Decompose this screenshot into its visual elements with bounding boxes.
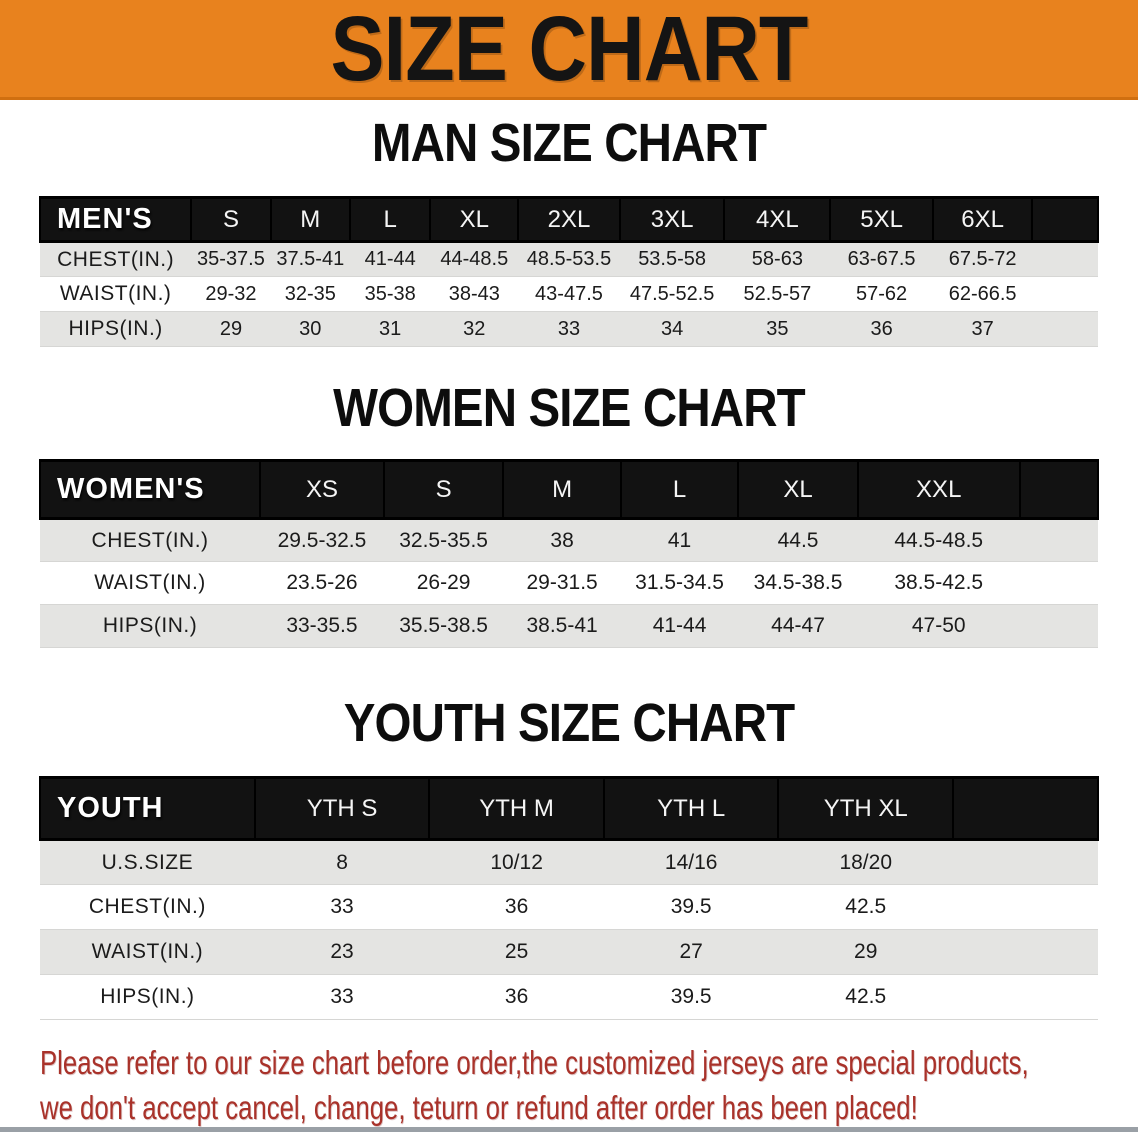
row-label: WAIST(IN.)	[40, 562, 260, 605]
spacer-cell	[1020, 461, 1098, 519]
column-header: M	[503, 461, 620, 519]
youth-size-table	[39, 776, 1099, 1020]
table-cell: 32.5-35.5	[384, 519, 504, 562]
bottom-edge-strip	[0, 1127, 1138, 1132]
table-title: WOMEN'S	[40, 461, 260, 519]
spacer-cell	[1032, 242, 1098, 277]
table-cell: 41	[621, 519, 738, 562]
youth-size-chart-heading: YOUTH SIZE CHART	[343, 693, 795, 753]
table-cell: 31	[350, 312, 430, 347]
table-cell: 47-50	[858, 605, 1020, 648]
table-cell: 26-29	[384, 562, 504, 605]
table-cell: 29-32	[191, 277, 270, 312]
table-cell: 32-35	[271, 277, 350, 312]
spacer-cell	[953, 975, 1098, 1020]
section-heading-women	[0, 378, 1138, 438]
table-cell: 36	[429, 885, 604, 930]
column-header: 3XL	[620, 198, 725, 242]
table-cell: 30	[271, 312, 350, 347]
column-header: 5XL	[830, 198, 933, 242]
column-header: M	[271, 198, 350, 242]
column-header: XL	[738, 461, 858, 519]
column-header: 4XL	[724, 198, 830, 242]
table-row	[40, 519, 1098, 562]
man-size-chart-heading: MAN SIZE CHART	[371, 113, 767, 173]
table-cell: 14/16	[604, 840, 779, 885]
table-cell: 48.5-53.5	[518, 242, 620, 277]
table-title: MEN'S	[40, 198, 191, 242]
spacer-cell	[1020, 519, 1098, 562]
table-cell: 44-48.5	[430, 242, 518, 277]
table-cell: 29-31.5	[503, 562, 620, 605]
table-row	[40, 930, 1098, 975]
table-cell: 37.5-41	[271, 242, 350, 277]
column-header: YTH M	[429, 778, 604, 840]
table-cell: 38-43	[430, 277, 518, 312]
spacer-cell	[953, 930, 1098, 975]
table-row	[40, 277, 1098, 312]
row-label: U.S.SIZE	[40, 840, 255, 885]
table-cell: 67.5-72	[933, 242, 1032, 277]
row-label: HIPS(IN.)	[40, 312, 191, 347]
table-row	[40, 885, 1098, 930]
column-header: YTH L	[604, 778, 779, 840]
table-cell: 36	[830, 312, 933, 347]
mens-size-table	[39, 196, 1099, 347]
table-cell: 33	[518, 312, 620, 347]
table-cell: 10/12	[429, 840, 604, 885]
table-cell: 33	[255, 885, 430, 930]
table-cell: 39.5	[604, 885, 779, 930]
table-cell: 35-38	[350, 277, 430, 312]
disclaimer	[40, 1040, 1138, 1130]
table-cell: 37	[933, 312, 1032, 347]
table-cell: 33	[255, 975, 430, 1020]
table-row	[40, 312, 1098, 347]
disclaimer-line-1: Please refer to our size chart before order,the customized jerseys are special products,	[40, 1044, 1029, 1081]
spacer-cell	[1032, 198, 1098, 242]
table-cell: 63-67.5	[830, 242, 933, 277]
womens-size-table	[39, 459, 1099, 648]
spacer-cell	[953, 840, 1098, 885]
column-header: L	[350, 198, 430, 242]
spacer-cell	[1020, 562, 1098, 605]
table-cell: 34	[620, 312, 725, 347]
table-cell: 42.5	[778, 885, 953, 930]
table-header-row	[40, 461, 1098, 519]
spacer-cell	[1032, 312, 1098, 347]
table-cell: 32	[430, 312, 518, 347]
table-cell: 29	[778, 930, 953, 975]
column-header: 6XL	[933, 198, 1032, 242]
row-label: WAIST(IN.)	[40, 277, 191, 312]
spacer-cell	[953, 885, 1098, 930]
table-cell: 25	[429, 930, 604, 975]
column-header: YTH XL	[778, 778, 953, 840]
table-cell: 38	[503, 519, 620, 562]
row-label: CHEST(IN.)	[40, 242, 191, 277]
disclaimer-line-2: we don't accept cancel, change, teturn or refund after order has been placed!	[40, 1089, 918, 1126]
table-cell: 44.5	[738, 519, 858, 562]
table-cell: 47.5-52.5	[620, 277, 725, 312]
spacer-cell	[1032, 277, 1098, 312]
page-title: SIZE CHART	[330, 0, 808, 100]
banner	[0, 0, 1138, 100]
column-header: XL	[430, 198, 518, 242]
table-cell: 35	[724, 312, 830, 347]
column-header: YTH S	[255, 778, 430, 840]
table-row	[40, 840, 1098, 885]
spacer-cell	[1020, 605, 1098, 648]
women-size-chart-heading: WOMEN SIZE CHART	[333, 378, 805, 438]
table-row	[40, 242, 1098, 277]
table-cell: 53.5-58	[620, 242, 725, 277]
table-row	[40, 605, 1098, 648]
row-label: CHEST(IN.)	[40, 885, 255, 930]
table-cell: 18/20	[778, 840, 953, 885]
table-cell: 27	[604, 930, 779, 975]
table-cell: 52.5-57	[724, 277, 830, 312]
table-cell: 35-37.5	[191, 242, 270, 277]
table-cell: 29	[191, 312, 270, 347]
table-cell: 23	[255, 930, 430, 975]
table-cell: 33-35.5	[260, 605, 384, 648]
table-cell: 42.5	[778, 975, 953, 1020]
column-header: S	[191, 198, 270, 242]
column-header: XXL	[858, 461, 1020, 519]
column-header: 2XL	[518, 198, 620, 242]
section-heading-man	[0, 114, 1138, 174]
column-header: L	[621, 461, 738, 519]
table-cell: 8	[255, 840, 430, 885]
table-cell: 57-62	[830, 277, 933, 312]
table-cell: 36	[429, 975, 604, 1020]
spacer-cell	[953, 778, 1098, 840]
table-header-row	[40, 778, 1098, 840]
column-header: XS	[260, 461, 384, 519]
table-cell: 39.5	[604, 975, 779, 1020]
column-header: S	[384, 461, 504, 519]
table-cell: 29.5-32.5	[260, 519, 384, 562]
table-cell: 58-63	[724, 242, 830, 277]
table-cell: 44-47	[738, 605, 858, 648]
table-cell: 34.5-38.5	[738, 562, 858, 605]
table-cell: 38.5-41	[503, 605, 620, 648]
table-cell: 43-47.5	[518, 277, 620, 312]
table-cell: 35.5-38.5	[384, 605, 504, 648]
table-cell: 38.5-42.5	[858, 562, 1020, 605]
table-cell: 31.5-34.5	[621, 562, 738, 605]
row-label: CHEST(IN.)	[40, 519, 260, 562]
row-label: HIPS(IN.)	[40, 605, 260, 648]
table-cell: 44.5-48.5	[858, 519, 1020, 562]
table-row	[40, 975, 1098, 1020]
table-cell: 41-44	[350, 242, 430, 277]
row-label: HIPS(IN.)	[40, 975, 255, 1020]
table-row	[40, 562, 1098, 605]
table-header-row	[40, 198, 1098, 242]
table-cell: 23.5-26	[260, 562, 384, 605]
row-label: WAIST(IN.)	[40, 930, 255, 975]
table-title: YOUTH	[40, 778, 255, 840]
section-heading-youth	[0, 693, 1138, 753]
table-cell: 62-66.5	[933, 277, 1032, 312]
table-cell: 41-44	[621, 605, 738, 648]
